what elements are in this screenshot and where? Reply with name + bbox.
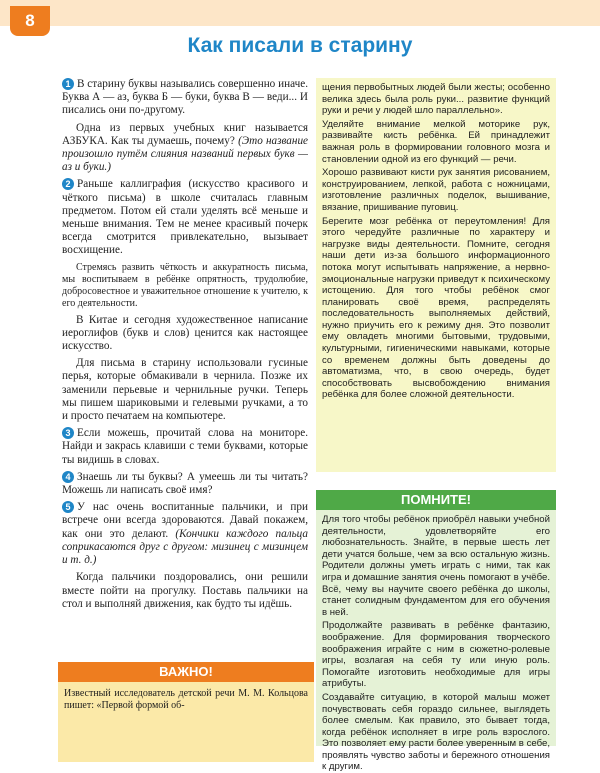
top-banner [0, 0, 600, 26]
task-4: 4 Знаешь ли ты буквы? А умеешь ли ты читать? Можешь ли написать своё имя? [62, 470, 308, 497]
remember-box [316, 510, 556, 773]
task-3: 3 Если можешь, прочитай слова на мониторе. Найди и закрась клавиши с теми буквами, которые ты видишь в словах. [62, 427, 308, 466]
important-box: Известный исследователь детской речи М. М. Кольцова пишет: «Первой формой об- [58, 682, 314, 762]
paragraph-pens: Для письма в старину использовали гусиные перья, которые обмакивали в чернила. Позже их заменили перьевые и чернильные ручки. Теперь мы пишем шариковыми и гелевыми ручками, а то и просто печатаем на компьютере. [62, 357, 308, 423]
task-5: 5 У нас очень воспитанные пальчики, и при встрече они всегда здороваются. Давай покажем, как они это делают. (Кончики каждого пальца соприкасаются друг с другом: мизинец с мизинцем и т. д.) [62, 501, 308, 567]
advice-paragraph-2: Уделяйте внимание мелкой моторике рук, развивайте кисть ребёнка. Ей принадлежит важная роль в формировании головного мозга и становлении одной из его функций — речи. [322, 118, 550, 165]
paragraph-2: Одна из первых учебных книг называется АЗБУКА. Как ты думаешь, почему? (Это название произошло путём слияния названий первых букв — аз и буки.) [62, 121, 309, 174]
advice-paragraph-3: Хорошо развивают кисти рук занятия рисованием, конструированием, лепкой, работа с ножницами, изготовление различных поделок, вышивание, вязание, пришивание пуговиц. [322, 167, 550, 213]
advice-paragraph-4: Берегите мозг ребёнка от переутомления! Для этого чередуйте различные по характеру и нагрузке виды деятельности. Помните, сегодня наши дети из-за большого информационного потока могут испытывать напряжение, а нервно-эмоциональные нагрузки приведут к психическому истощению. Для того чтобы ребёнок смог планировать своё время, распределять последовательность выполняемых действий, нужно приучить его к режиму дня. Это позволит ему овладеть многими бытовыми, трудовыми, культурными, гигиеническими навыками, которые со временем должны быть доведены до автоматизма, что, в свою очередь, будет способствовать высвобождению внимания ребёнка для более сложной деятельности. [322, 215, 550, 401]
remember-paragraph-3: Создавайте ситуацию, в которой малыш может почувствовать себя гораздо сильнее, выглядеть более смелым. Как правило, это бывает тогда, когда ребёнок исполняет в игре роль взрослого. Это позволяет ему расти более уверенным в себе, проявлять чувство заботы и бережного отношения к другим. [322, 691, 550, 773]
advice-paragraph-1: щения первобытных людей были жесты; особенно велика здесь была роль руки... развитие функций руки и речи у людей шло параллельно». [322, 82, 550, 117]
number-marker-5: 5 [62, 501, 74, 513]
paragraph-1: 1 В старину буквы назывались совершенно иначе. Буква А — аз, буква Б — буки, буква В — веди... И писались они по-другому. [62, 78, 308, 117]
paragraph-walk: Когда пальчики поздоровались, они решили вместе пойти на прогулку. Поставь пальчики на стол и выполняй движения, как будто ты идёшь. [62, 571, 308, 610]
important-heading: ВАЖНО! [58, 662, 314, 682]
parent-advice-box [316, 78, 556, 472]
remember-paragraph-2: Продолжайте развивать в ребёнке фантазию, воображение. Для формирования творческого воображения играйте с ним в сюжетно-ролевые игры, возлагая на себя ту или иную роль. Помогайте изготовить необходимые для игры атрибуты. [322, 620, 550, 690]
page-number: 8 [10, 6, 50, 36]
parent-note: Стремясь развить чёткость и аккуратность письма, мы воспитываем в ребёнке опрятность, трудолюбие, добросовестное и уважительное отношение к учителю, к его деятельности. [62, 261, 308, 309]
left-column [62, 78, 308, 615]
number-marker-2: 2 [62, 178, 74, 190]
page-title: Как писали в старину [187, 34, 413, 57]
number-marker-3: 3 [62, 427, 74, 439]
remember-heading: ПОМНИТЕ! [316, 490, 556, 510]
number-marker-1: 1 [62, 78, 74, 90]
paragraph-china: В Китае и сегодня художественное написание иероглифов (букв и слов) ценится как настоящее искусство. [62, 313, 308, 353]
paragraph-3: 2 Раньше каллиграфия (искусство красивого и чёткого письма) в школе считалась главным предметом. Потом ей стали уделять всё меньше и меньше внимания. Тем не менее красивый почерк всегда смотрится привлекательно, вызывает восхищение. [62, 178, 308, 257]
remember-paragraph-1: Для того чтобы ребёнок приобрёл навыки учебной деятельности, удовлетворяйте его любознательность. Знайте, в первые шесть лет дети учатся больше, чем за всю остальную жизнь. Родители должны уметь играть с ними, так как игра и домашние занятия очень помогают в учёбе. Всё, чему вы научите своего ребёнка до школы, станет солидным фундаментом для его обучения в ней. [322, 514, 550, 618]
number-marker-4: 4 [62, 471, 74, 483]
